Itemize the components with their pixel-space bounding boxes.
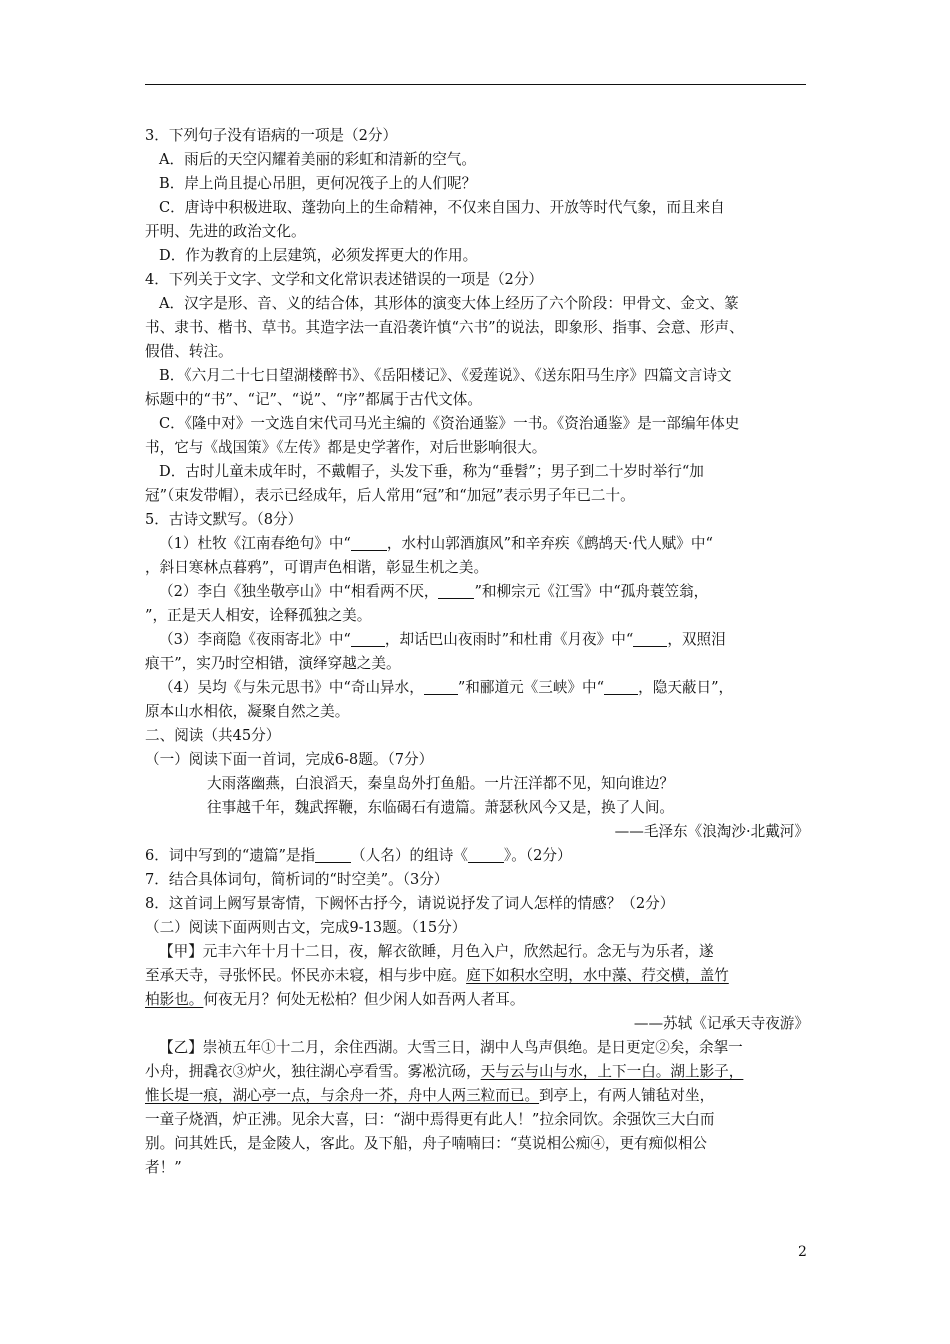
q4-option-d-line2: 冠”（束发带帽），表示已经成年，后人常用“冠”和“加冠”表示男子年已二十。 bbox=[145, 487, 635, 504]
answer-blank[interactable] bbox=[633, 631, 667, 647]
q5-item4-line1: （4）吴均《与朱元思书》中“奇山异水， ”和郦道元《三峡》中“ ，隐天蔽日”， bbox=[159, 679, 734, 696]
underlined-sentence: 柏影也。 bbox=[145, 991, 204, 1008]
poem-line2: 往事越千年，魏武挥鞭，东临碣石有遗篇。萧瑟秋风今又是，换了人间。 bbox=[207, 799, 675, 816]
q3-option-c-line2: 开明、先进的政治文化。 bbox=[145, 223, 306, 240]
q4-option-d-line1: D．古时儿童未成年时，不戴帽子，头发下垂，称为“垂髫”；男子到二十岁时举行“加 bbox=[159, 463, 704, 480]
q5-item2-line1: （2）李白《独坐敬亭山》中“相看两不厌， ”和柳宗元《江雪》中“孤舟蓑笠翁， bbox=[159, 583, 709, 600]
poem-source: ——毛泽东《浪淘沙·北戴河》 bbox=[614, 823, 809, 840]
underlined-sentence: 惟长堤一痕，湖心亭一点，与余舟一芥，舟中人两三粒而已。 bbox=[145, 1087, 540, 1104]
q4-stem: 4．下列关于文字、文学和文化常识表述错误的一项是（2分） bbox=[145, 271, 544, 288]
page-number: 2 bbox=[798, 1244, 807, 1260]
answer-blank[interactable] bbox=[351, 631, 385, 647]
passage-yi-line1: 【乙】崇祯五年①十二月，余住西湖。大雪三日，湖中人鸟声俱绝。是日更定②矣，余挐一 bbox=[159, 1039, 743, 1056]
underlined-sentence: 天与云与山与水，上下一白。湖上影子， bbox=[480, 1063, 744, 1080]
q5-stem: 5．古诗文默写。（8分） bbox=[145, 511, 303, 528]
q5-item3-line2: 痕干”，实乃时空相错，演绎穿越之美。 bbox=[145, 655, 401, 672]
q4-option-a-line2: 书、隶书、楷书、草书。其造字法一直沿袭许慎“六书”的说法，即象形、指事、会意、形声、 bbox=[145, 319, 744, 336]
passage-jia-source: ——苏轼《记承天寺夜游》 bbox=[633, 1015, 809, 1032]
q5-item3-line1: （3）李商隐《夜雨寄北》中“ ，却话巴山夜雨时”和杜甫《月夜》中“ ，双照泪 bbox=[159, 631, 726, 648]
q4-option-c-line2: 书，它与《战国策》《左传》都是史学著作，对后世影响很大。 bbox=[145, 439, 547, 456]
answer-blank[interactable] bbox=[351, 535, 387, 551]
q3-option-d: D．作为教育的上层建筑，必须发挥更大的作用。 bbox=[159, 247, 478, 264]
q4-option-b-line1: B．《六月二十七日望湖楼醉书》、《岳阳楼记》、《爱莲说》、《送东阳马生序》四篇文言诗文 bbox=[159, 367, 732, 384]
answer-blank[interactable] bbox=[604, 679, 638, 695]
answer-blank[interactable] bbox=[424, 679, 458, 695]
q3-option-c-line1: C．唐诗中积极进取、蓬勃向上的生命精神，不仅来自国力、开放等时代气象，而且来自 bbox=[159, 199, 725, 216]
q7: 7．结合具体词句，简析词的“时空美”。（3分） bbox=[145, 871, 449, 888]
passage-yi-line5: 别。问其姓氏，是金陵人，客此。及下船，舟子喃喃曰：“莫说相公痴④，更有痴似相公 bbox=[145, 1135, 708, 1152]
passage-yi-line6: 者！” bbox=[145, 1159, 182, 1176]
section2-title: 二、阅读（共45分） bbox=[145, 727, 281, 744]
exam-content bbox=[145, 124, 809, 1180]
q5-item1-line2: ，斜日寒林点暮鸦”，可谓声色相谐，彰显生机之美。 bbox=[145, 559, 489, 576]
passage-jia-line1: 【甲】元丰六年十月十二日，夜，解衣欲睡，月色入户，欣然起行。念无与为乐者，遂 bbox=[159, 943, 714, 960]
q5-item4-line2: 原本山水相依，凝聚自然之美。 bbox=[145, 703, 350, 720]
q3-option-a: A．雨后的天空闪耀着美丽的彩虹和清新的空气。 bbox=[159, 151, 477, 168]
answer-blank[interactable] bbox=[315, 847, 351, 863]
passage-jia-line3: 柏影也。何夜无月？何处无松柏？但少闲人如吾两人者耳。 bbox=[145, 991, 525, 1008]
part2-intro: （二）阅读下面两则古文，完成9-13题。（15分） bbox=[145, 919, 467, 936]
q4-option-a-line3: 假借、转注。 bbox=[145, 343, 233, 360]
q5-item1-line1: （1）杜牧《江南春绝句》中“ ，水村山郭酒旗风”和辛弃疾《鹧鸪天·代人赋》中“ bbox=[159, 535, 713, 552]
passage-yi-line2: 小舟，拥毳衣③炉火，独往湖心亭看雪。雾凇沆砀，天与云与山与水，上下一白。湖上影子， bbox=[145, 1063, 744, 1080]
header-rule bbox=[145, 84, 806, 85]
poem-line1: 大雨落幽燕，白浪滔天，秦皇岛外打鱼船。一片汪洋都不见，知向谁边？ bbox=[207, 775, 675, 792]
q3-option-b: B．岸上尚且提心吊胆，更何况筏子上的人们呢？ bbox=[159, 175, 477, 192]
q5-item2-line2: ”，正是天人相安，诠释孤独之美。 bbox=[145, 607, 372, 624]
q4-option-a-line1: A．汉字是形、音、义的结合体，其形体的演变大体上经历了六个阶段：甲骨文、金文、篆 bbox=[159, 295, 739, 312]
q3-stem: 3．下列句子没有语病的一项是（2分） bbox=[145, 127, 398, 144]
q4-option-c-line1: C．《隆中对》一文选自宋代司马光主编的《资治通鉴》一书。《资治通鉴》是一部编年体史 bbox=[159, 415, 740, 432]
q4-option-b-line2: 标题中的“书”、“记”、“说”、“序”都属于古代文体。 bbox=[145, 391, 482, 408]
passage-jia-line2: 至承天寺，寻张怀民。怀民亦未寝，相与步中庭。庭下如积水空明，水中藻、荇交横，盖竹 bbox=[145, 967, 729, 984]
answer-blank[interactable] bbox=[438, 583, 474, 599]
answer-blank[interactable] bbox=[468, 847, 504, 863]
q8: 8．这首词上阙写景寄情，下阙怀古抒今，请说说抒发了词人怎样的情感？（2分） bbox=[145, 895, 675, 912]
q6: 6．词中写到的“遗篇”是指 （人名）的组诗《 》。（2分） bbox=[145, 847, 572, 864]
passage-yi-line3: 惟长堤一痕，湖心亭一点，与余舟一芥，舟中人两三粒而已。到亭上，有两人铺毡对坐， bbox=[145, 1087, 715, 1104]
underlined-sentence: 庭下如积水空明，水中藻、荇交横，盖竹 bbox=[466, 967, 729, 984]
part1-intro: （一）阅读下面一首词，完成6-8题。（7分） bbox=[145, 751, 434, 768]
passage-yi-line4: 一童子烧酒，炉正沸。见余大喜，曰：“湖中焉得更有此人！”拉余同饮。余强饮三大白而 bbox=[145, 1111, 715, 1128]
